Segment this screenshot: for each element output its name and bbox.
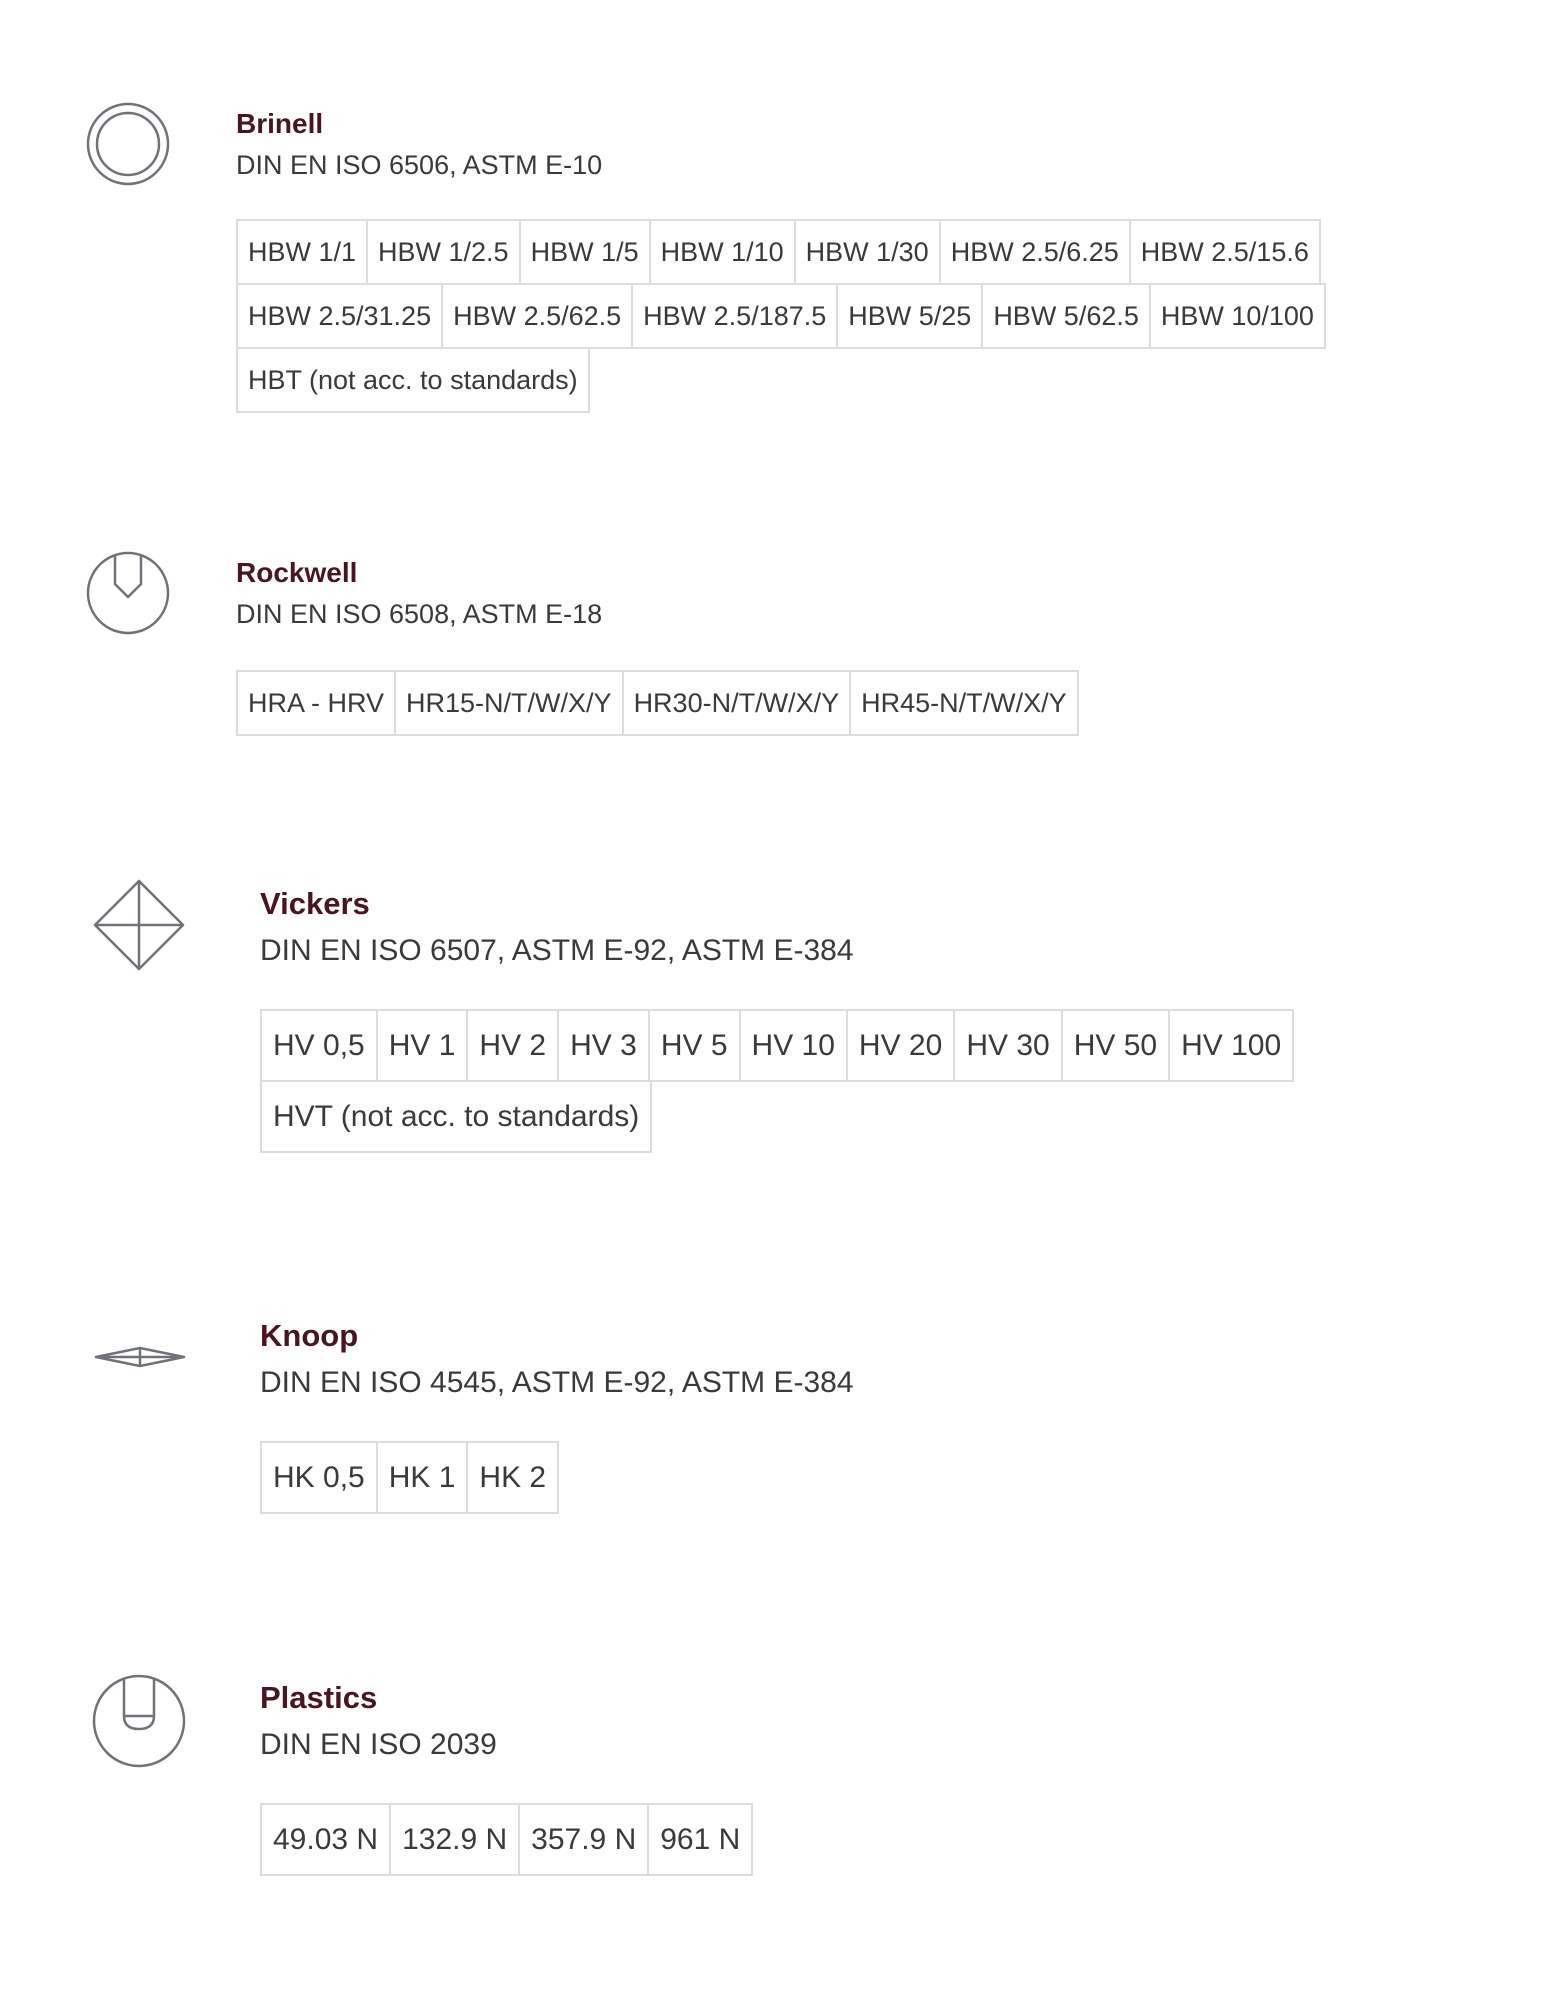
section-standards: DIN EN ISO 6508, ASTM E-18 bbox=[236, 599, 603, 629]
scale-row bbox=[260, 1080, 650, 1153]
section-title: Plastics bbox=[260, 1680, 378, 1715]
scale-cell: HBW 1/2.5 bbox=[366, 219, 521, 285]
brinell-ball-icon bbox=[86, 102, 170, 186]
scale-row bbox=[260, 1441, 557, 1514]
section-standards: DIN EN ISO 2039 bbox=[260, 1728, 497, 1761]
scale-cell: HBW 5/25 bbox=[836, 283, 983, 349]
section-standards: DIN EN ISO 6506, ASTM E-10 bbox=[236, 150, 603, 180]
scale-cell: 357.9 N bbox=[518, 1803, 649, 1876]
scale-cell: HBW 2.5/6.25 bbox=[939, 219, 1131, 285]
scale-cell: HBW 1/1 bbox=[236, 219, 368, 285]
scale-cell: HV 5 bbox=[648, 1009, 741, 1082]
scale-cell: HBW 2.5/15.6 bbox=[1129, 219, 1321, 285]
rockwell-cone-icon bbox=[86, 551, 170, 635]
scale-cell: HBW 1/10 bbox=[649, 219, 796, 285]
scale-cell: HBW 1/5 bbox=[519, 219, 651, 285]
section-title: Vickers bbox=[260, 886, 370, 921]
scale-cell: HV 50 bbox=[1061, 1009, 1170, 1082]
section-title: Rockwell bbox=[236, 557, 358, 588]
scale-cell: HV 30 bbox=[953, 1009, 1062, 1082]
scale-cell: HV 20 bbox=[846, 1009, 955, 1082]
scale-cell: 961 N bbox=[647, 1803, 753, 1876]
scale-cell: HK 1 bbox=[376, 1441, 469, 1514]
scale-cell: HBW 1/30 bbox=[794, 219, 941, 285]
scale-row bbox=[236, 347, 588, 413]
scale-row bbox=[260, 1803, 751, 1876]
scale-cell: HK 2 bbox=[466, 1441, 559, 1514]
scale-cell: HK 0,5 bbox=[260, 1441, 378, 1514]
scale-cell: HBW 2.5/62.5 bbox=[441, 283, 633, 349]
scale-cell: HV 100 bbox=[1168, 1009, 1294, 1082]
section-title: Brinell bbox=[236, 108, 324, 139]
plastics-ball-indenter-icon bbox=[92, 1674, 186, 1768]
scale-row bbox=[236, 219, 1319, 285]
section-standards: DIN EN ISO 4545, ASTM E-92, ASTM E-384 bbox=[260, 1366, 854, 1399]
scale-cell: HV 1 bbox=[376, 1009, 469, 1082]
scale-cell: HV 10 bbox=[739, 1009, 848, 1082]
scale-cell: 132.9 N bbox=[389, 1803, 520, 1876]
section-title: Knoop bbox=[260, 1318, 359, 1353]
scale-cell: HBW 10/100 bbox=[1149, 283, 1326, 349]
vickers-diamond-icon bbox=[92, 878, 186, 972]
scale-cell: HRA - HRV bbox=[236, 670, 396, 736]
scale-cell: HBW 5/62.5 bbox=[981, 283, 1151, 349]
scale-cell: HR30-N/T/W/X/Y bbox=[622, 670, 852, 736]
knoop-rhombus-icon bbox=[94, 1346, 186, 1368]
scale-cell: HV 3 bbox=[557, 1009, 650, 1082]
scale-cell: HR45-N/T/W/X/Y bbox=[849, 670, 1079, 736]
scale-cell: HBT (not acc. to standards) bbox=[236, 347, 590, 413]
scale-cell: HR15-N/T/W/X/Y bbox=[394, 670, 624, 736]
scale-row bbox=[236, 670, 1077, 736]
scale-cell: HBW 2.5/31.25 bbox=[236, 283, 443, 349]
scale-row bbox=[236, 283, 1324, 349]
scale-cell: HV 2 bbox=[466, 1009, 559, 1082]
scale-cell: HVT (not acc. to standards) bbox=[260, 1080, 652, 1153]
section-standards: DIN EN ISO 6507, ASTM E-92, ASTM E-384 bbox=[260, 934, 854, 967]
scale-cell: 49.03 N bbox=[260, 1803, 391, 1876]
scale-row bbox=[260, 1009, 1292, 1082]
scale-cell: HBW 2.5/187.5 bbox=[631, 283, 838, 349]
scale-cell: HV 0,5 bbox=[260, 1009, 378, 1082]
